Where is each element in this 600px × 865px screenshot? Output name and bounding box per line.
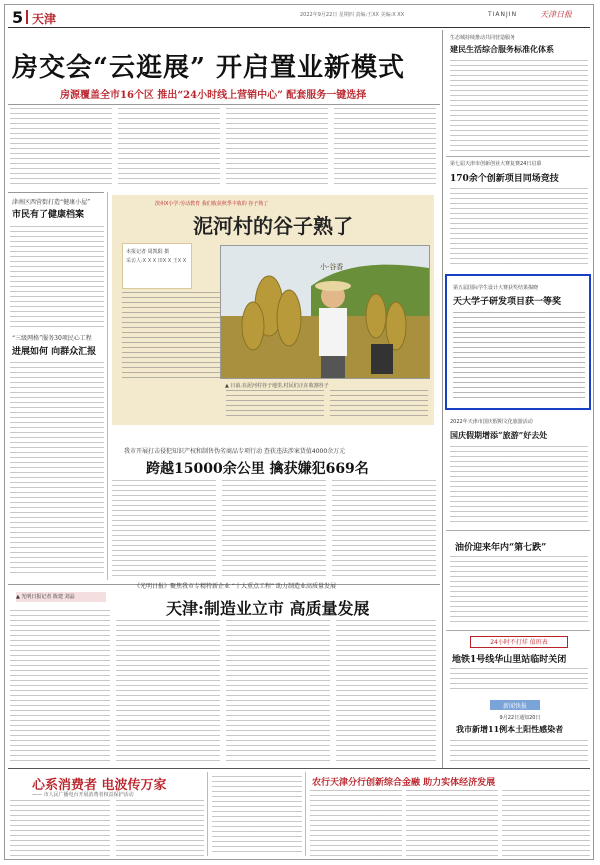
lead-body-col1 [10,108,112,186]
page-number: 5 [12,8,24,27]
right-rule-2 [446,530,590,531]
left-h2-kicker: “三级网格”服务30项民心工程 [12,335,92,342]
right-item3-kicker: 第五届国际学生设计大赛获奖结果揭晓 [453,285,539,291]
footer-right-body-1 [310,790,402,856]
right-item2-kicker: 第七届天津市创新创业大赛复赛24日启幕 [450,161,542,167]
bottom-title: 天津:制造业立市 高质量发展 [166,599,370,618]
mid-body-col1 [112,480,216,580]
masthead-logo: 天津日报 [540,10,572,19]
lead-title: 房交会“云逛展” 开启置业新模式 [12,53,405,83]
lead-subtitle: 房源覆盖全市16个区 推出“24小时线上营销中心” 配套服务一键选择 [60,90,367,101]
right-item4-title: 国庆假期增添“旅游”好去处 [450,430,548,440]
left-h1-title: 市民有了健康档案 [12,210,85,220]
bottom-body-col4 [336,620,436,762]
header-rule [8,27,590,28]
left-body-1 [10,226,104,328]
bottom-body-col2 [116,620,220,762]
lead-rule [8,104,440,105]
feature-body-col1 [122,292,220,382]
lead-body-col4 [334,108,436,186]
right-item5-title: 油价迎来年内“第七跌” [455,543,547,553]
bottom-body-col3 [226,620,330,762]
left-col-divider [107,192,108,580]
right-item3-title: 天大学子研发项目获一等奖 [453,297,562,307]
right-item2-title: 170余个创新项目同场竞技 [450,174,559,184]
footer-right-body-2 [406,790,498,856]
edition-en: TIANJIN [488,11,518,18]
feature-sign: 采访人:X X X 田X X 王X X [126,258,187,264]
footer-divider-2 [305,772,306,856]
right-item6-tag: 24小时不打烊 值班表 [490,639,548,646]
right-item7-kicker: 9月22日通知20日 [499,715,541,721]
lead-body-col3 [226,108,328,186]
feature-kicker: 滨州X小学:劳动教育 我们收获秋季丰收的 谷子熟了 [155,201,269,207]
photo-sign: 小·谷香 [320,263,344,271]
right-item1-body [450,60,588,152]
footer-divider-1 [207,772,208,856]
section-name: 天津 [32,12,57,26]
left-h1-kicker: 津南区西营街打造“健康小屋” [12,199,91,206]
feature-title: 泥河村的谷子熟了 [193,214,353,238]
bottom-byline: ▲ 光明日报记者 陈建 刘晶 [16,594,75,600]
left-rule-1 [8,192,104,193]
right-item7-body [450,740,588,764]
footer-left-title: 心系消费者 电波传万家 [32,778,167,793]
footer-left-body-2 [116,800,204,856]
right-rule-1 [446,156,590,157]
left-body-2 [10,362,104,574]
left-h2-title: 进展如何 向群众汇报 [12,347,97,357]
right-item6-body [450,668,588,692]
section-divider [26,10,28,24]
mid-body-col3 [332,480,436,580]
photo-caption: ▲ 日前,在泥河村谷子地里,村民们正在收割谷子 [225,383,329,389]
right-col-divider [442,30,443,768]
mid-body-col2 [222,480,326,580]
right-item7-title: 我市新增11例本土阳性感染者 [456,724,564,734]
feature-body-col3 [330,390,428,420]
right-item2-body [450,188,588,268]
right-item4-kicker: 2022年天津市国庆假期文化旅游活动 [450,419,533,425]
right-item3-body [453,312,585,402]
right-rule-3 [446,630,590,631]
right-item5-body [450,556,588,626]
footer-mid-body [212,776,302,856]
lead-body-col2 [118,108,220,186]
footer-left-body-1 [10,800,110,856]
right-item6-title: 地铁1号线华山里站临时关闭 [452,655,567,665]
bottom-kicker: 《光明日报》聚焦我市专精特新企业 “十大重点工程” 助力制造业高质量发展 [134,583,337,590]
mid-title: 跨越15000余公里 擒获嫌犯669名 [146,461,369,477]
right-item1-kicker: 生态城持续推动共同营造服务 [450,35,516,41]
footer-mid-title: 农行天津分行创新综合金融 助力实体经济发展 [312,778,496,788]
date-line: 2022年9月22日 星期四 责编:王XX 美编:X XX [300,12,405,18]
feature-caption: 本报记者 周凯阳 摄 [126,249,170,255]
right-item1-title: 建民生活综合服务标准化体系 [450,44,554,54]
footer-left-sub: —— 市人民广播电台开展消费者权益保护活动 [32,792,134,798]
right-item7-tag: 新闻快报 [502,703,527,710]
mid-kicker: 我市开展打击侵犯知识产权和制售伪劣商品专项行动 查获违法涉案货值4000余万元 [124,448,346,455]
footer-right-body-3 [502,790,590,856]
footer-rule [8,768,590,769]
feature-body-col2 [226,390,324,420]
bottom-body-col1 [10,610,110,762]
right-item4-body [450,446,588,526]
